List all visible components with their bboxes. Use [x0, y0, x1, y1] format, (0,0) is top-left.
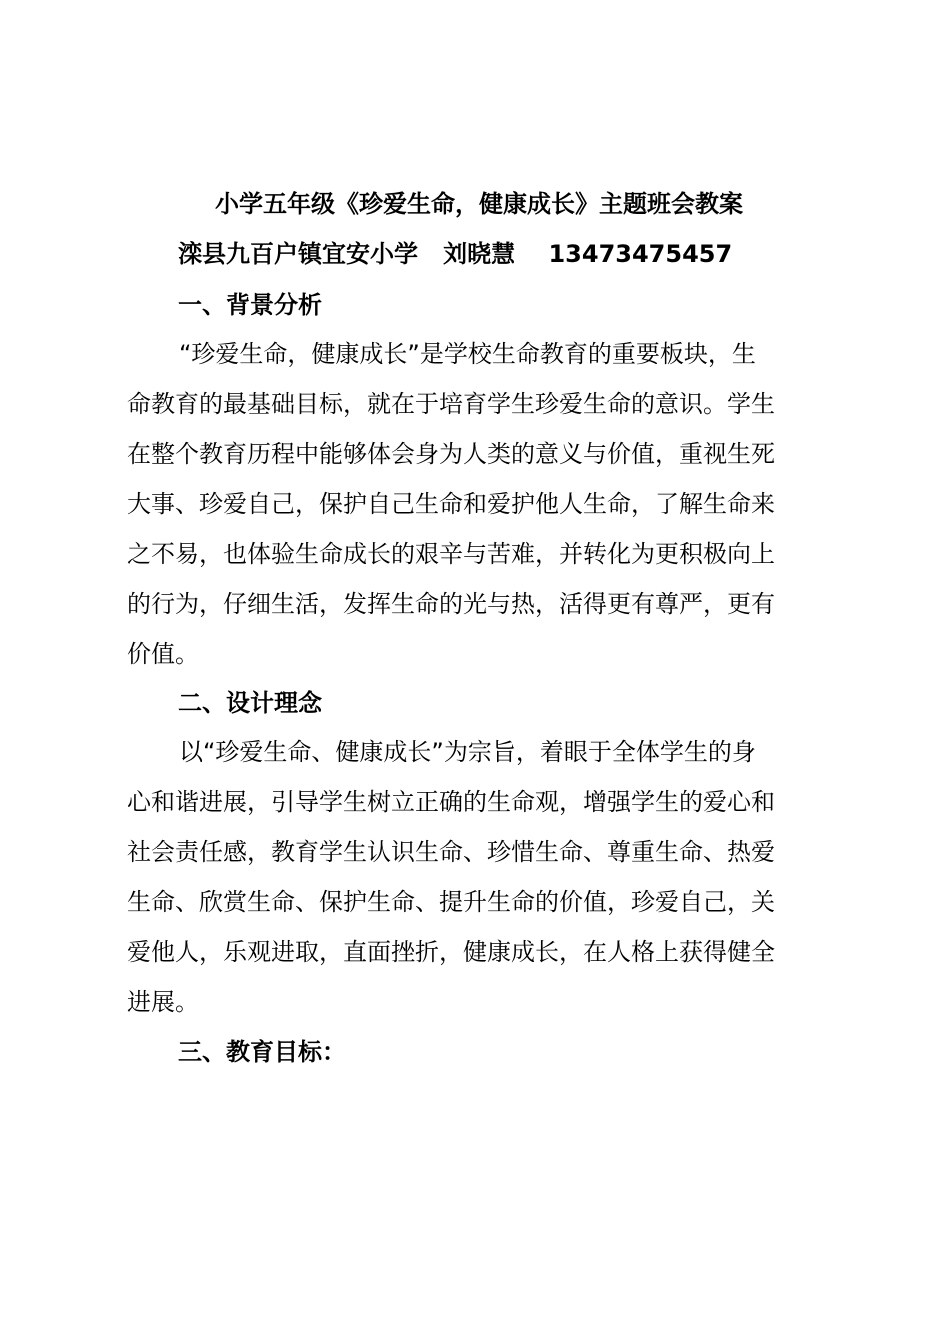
paragraph-line: 在整个教育历程中能够体会身为人类的意义与价值，重视生死: [127, 440, 775, 468]
paragraph-line: 以“珍爱生命、健康成长”为宗旨，着眼于全体学生的身: [179, 738, 756, 766]
paragraph-line: 之不易，也体验生命成长的艰辛与苦难，并转化为更积极向上: [127, 540, 775, 568]
paragraph-line: 进展。: [127, 988, 199, 1016]
section-heading-goals: 三、教育目标：: [178, 1038, 346, 1066]
paragraph-line: 生命、欣赏生命、保护生命、提升生命的价值，珍爱自己，关: [127, 888, 775, 916]
section-heading-design: 二、设计理念: [178, 689, 322, 717]
paragraph-line: 心和谐进展，引导学生树立正确的生命观，增强学生的爱心和: [127, 788, 775, 816]
paragraph-line: 的行为，仔细生活，发挥生命的光与热，活得更有尊严，更有: [127, 590, 775, 618]
paragraph-line: 大事、珍爱自己，保护自己生命和爱护他人生命，了解生命来: [127, 490, 775, 518]
section-paragraph-design: [127, 727, 819, 1027]
author-line: 滦县九百户镇宜安小学 刘晓慧 13473475457: [178, 240, 733, 268]
paragraph-line: 命教育的最基础目标，就在于培育学生珍爱生命的意识。学生: [127, 390, 775, 418]
paragraph-line: 爱他人，乐观进取，直面挫折，健康成长，在人格上获得健全: [127, 938, 775, 966]
document-title: 小学五年级《珍爱生命，健康成长》主题班会教案: [215, 190, 743, 218]
paragraph-line: 社会责任感，教育学生认识生命、珍惜生命、尊重生命、热爱: [127, 838, 775, 866]
paragraph-line: “珍爱生命，健康成长”是学校生命教育的重要板块，生: [179, 340, 756, 368]
section-heading-background: 一、背景分析: [178, 291, 322, 319]
paragraph-line: 价值。: [127, 640, 199, 668]
section-paragraph-background: [127, 329, 819, 679]
